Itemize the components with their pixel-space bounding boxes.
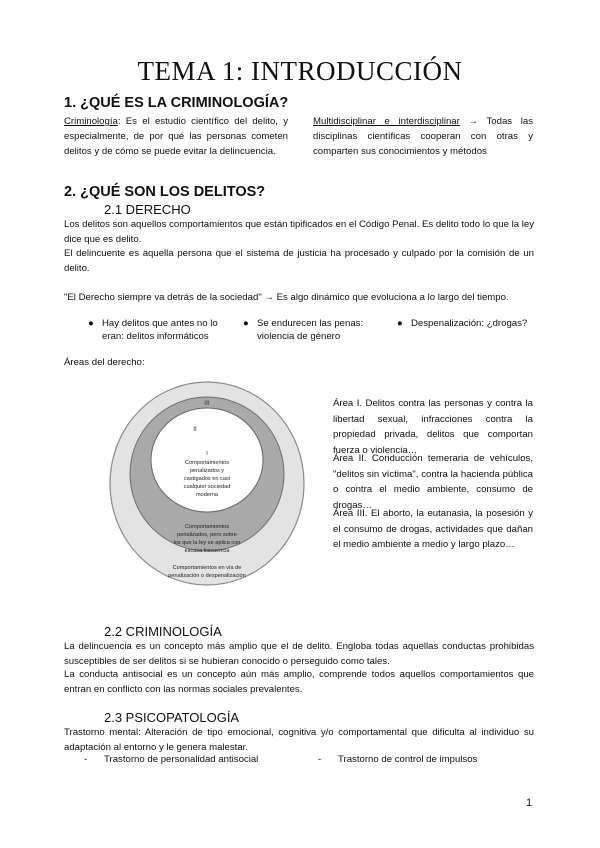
bullet-line-1: Hay delitos que antes no lo <box>102 318 218 329</box>
area-i-text: cualquier sociedad <box>183 484 231 490</box>
paragraph-conducta-antisocial: La conducta antisocial es un concepto aún más amplio, comprende todos aquellos comportamientos que entran en conflicto con las normas sociales prevalentes. <box>64 669 534 696</box>
area-ii-text: los que la ley se aplica con <box>173 540 241 546</box>
paragraph-trastorno-mental: Trastorno mental: Alteración de tipo emocional, cognitiva y/o comportamental que dificulta al individuo su adaptación al entorno y le genera malestar. <box>64 727 534 754</box>
bullet-line-1: Despenalización: ¿drogas? <box>411 318 528 329</box>
area-iii-description: Área III. El aborto, la eutanasia, la posesión y el consumo de drogas, actividades que dañan el medio ambiente a medio y largo plazo… <box>333 508 533 551</box>
page-number: 1 <box>526 797 533 809</box>
area-i-text: castigados en casi <box>183 476 231 482</box>
area-iii-text: Comportamientos en vía de <box>172 565 242 571</box>
area-iii-text: penalización o despenalización <box>168 573 246 579</box>
dash-item <box>318 753 538 767</box>
bullet-icon: ● <box>88 318 94 329</box>
bullet-item <box>243 317 393 345</box>
dash-icon: - <box>84 754 88 765</box>
areas-label: Áreas del derecho: <box>64 357 145 368</box>
paragraph-derecho-sociedad: "El Derecho siempre va detrás de la sociedad" → Es algo dinámico que evoluciona a lo largo del tiempo. <box>64 292 509 303</box>
bullet-line-1: Se endurecen las penas: <box>257 318 364 329</box>
multidisciplinar-term: Multidisciplinar e interdisciplinar <box>313 116 460 127</box>
areas-diagram <box>108 380 306 587</box>
area-i-text: penalizados y <box>189 468 225 474</box>
area-i-description: Área I. Delitos contra las personas y contra la libertad sexual, infracciones contra la propiedad privada, delitos que comportan fuerza o violencia… <box>333 398 533 456</box>
area-ii-numeral: II <box>193 426 197 433</box>
paragraph-delitos: Los delitos son aquellos comportamientos que están tipificados en el Código Penal. Es delito todo lo que la ley dice que es delito. <box>64 219 534 246</box>
dash-item-text: Trastorno de control de impulsos <box>338 754 478 765</box>
section-2-heading: 2. ¿QUÉ SON LOS DELITOS? <box>64 184 266 200</box>
subheading-criminologia: 2.2 CRIMINOLOGÍA <box>104 624 222 639</box>
bullet-icon: ● <box>243 318 249 329</box>
section-1-heading: 1. ¿QUÉ ES LA CRIMINOLOGÍA? <box>64 95 289 111</box>
criminologia-text: : Es el estudio científico del delito, y especialmente, de por qué las personas cometen delitos y de cómo se puede evitar la delincuencia. <box>64 116 288 158</box>
area-ii-description: Área II. Conducción temeraria de vehículos, "delitos sin víctima", contra la hacienda pública o contra el medio ambiente, consumo de drogas… <box>333 453 533 511</box>
area-ii-text: penalizados, pero sobre <box>177 532 237 538</box>
page-title: TEMA 1: INTRODUCCIÓN <box>137 56 463 86</box>
subheading-psicopatologia: 2.3 PSICOPATOLOGÍA <box>104 710 240 725</box>
area-i-text: moderna <box>195 492 219 498</box>
paragraph-delincuencia: La delincuencia es un concepto más amplio que el de delito. Engloba todas aquellas conductas prohibidas susceptibles de ser delitos si se hubieran conocido o perseguido como tales. <box>64 641 534 668</box>
area-ii-text: Comportamientos <box>184 524 230 530</box>
multidisciplinar-text: → Todas las disciplinas científicas cooperan con otras y comparten sus conocimientos y métodos <box>313 116 533 158</box>
area-ii-text: escasa frecuencia <box>184 548 230 554</box>
dash-item-text: Trastorno de personalidad antisocial <box>104 754 259 765</box>
bullet-item <box>397 317 547 345</box>
criminologia-term: Criminología <box>64 116 118 127</box>
area-i-text: Comportamientos <box>184 460 230 466</box>
bullet-line-2: eran: delitos informáticos <box>102 331 209 342</box>
criminologia-definition <box>64 114 288 160</box>
dash-icon: - <box>318 754 322 765</box>
dash-item <box>84 753 304 767</box>
area-i-numeral: I <box>206 451 208 457</box>
multidisciplinar-definition <box>313 114 533 160</box>
paragraph-delincuente: El delincuente es aquella persona que el sistema de justicia ha procesado y culpado por la comisión de un delito. <box>64 248 534 275</box>
bullet-line-2: violencia de género <box>257 331 341 342</box>
area-iii-numeral: III <box>204 400 210 407</box>
subheading-derecho: 2.1 DERECHO <box>104 202 191 217</box>
bullet-icon: ● <box>397 318 403 329</box>
bullet-item <box>88 317 238 345</box>
